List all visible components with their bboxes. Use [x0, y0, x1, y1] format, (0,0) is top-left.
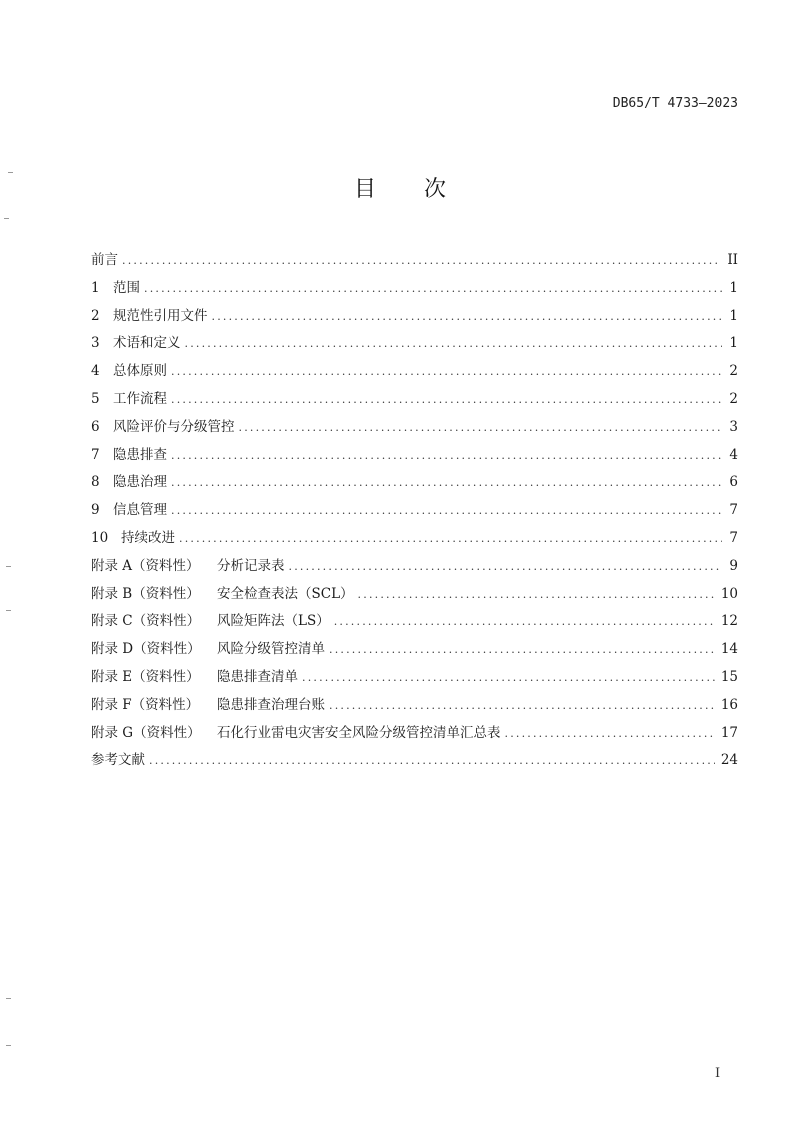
toc-label: 隐患排查治理台账: [217, 696, 325, 713]
toc-entry[interactable]: [91, 526, 738, 554]
toc-number: 4: [91, 363, 100, 380]
dot-leader: [171, 393, 722, 406]
toc-page: 4: [729, 446, 738, 463]
toc-label: 参考文献: [91, 752, 145, 769]
appendix-id: 附录 B（资料性）: [91, 585, 200, 602]
toc-page: 14: [720, 641, 738, 658]
scan-mark: [6, 998, 11, 999]
toc-page: 7: [729, 502, 738, 519]
dot-leader: [144, 282, 722, 295]
toc-entry[interactable]: [91, 304, 738, 332]
toc-label: 总体原则: [113, 363, 167, 380]
toc-label: 规范性引用文件: [113, 307, 208, 324]
toc-label: 信息管理: [113, 502, 167, 519]
dot-leader: [149, 754, 715, 767]
toc-number: 8: [91, 474, 100, 491]
title-char-1: 目: [353, 177, 376, 202]
dot-leader: [329, 699, 715, 712]
toc-page: 17: [720, 724, 738, 741]
toc-entry[interactable]: [91, 359, 738, 387]
toc-entry-foreword[interactable]: [91, 248, 738, 276]
toc-label: 风险评价与分级管控: [113, 418, 235, 435]
document-code: DB65/T 4733—2023: [612, 96, 738, 111]
toc-page: 1: [729, 307, 738, 324]
toc-label: 安全检查表法（SCL）: [217, 585, 354, 602]
toc-number: 7: [91, 446, 100, 463]
toc-appendix-entry[interactable]: [91, 637, 738, 665]
toc-number: 6: [91, 418, 100, 435]
toc-appendix-entry[interactable]: [91, 721, 738, 749]
appendix-id: 附录 C（资料性）: [91, 613, 201, 630]
toc-entry[interactable]: [91, 415, 738, 443]
toc-label: 术语和定义: [113, 335, 181, 352]
toc-page: 1: [729, 279, 738, 296]
toc-page: 9: [729, 557, 738, 574]
toc-label: 分析记录表: [217, 557, 285, 574]
scan-mark: [6, 566, 11, 567]
dot-leader: [179, 532, 722, 545]
toc-page: 15: [720, 668, 738, 685]
toc-page: 1: [729, 335, 738, 352]
appendix-id: 附录 F（资料性）: [91, 696, 200, 713]
toc-entry[interactable]: [91, 276, 738, 304]
toc-label: 前言: [91, 252, 118, 268]
toc-entry[interactable]: [91, 470, 738, 498]
toc-label: 工作流程: [113, 390, 167, 407]
toc-label: 隐患排查: [113, 446, 167, 463]
toc-number: 9: [91, 502, 100, 519]
toc-entry-references[interactable]: [91, 748, 738, 776]
dot-leader: [334, 615, 715, 628]
appendix-id: 附录 G（资料性）: [91, 724, 201, 741]
dot-leader: [212, 310, 723, 323]
toc-number: 2: [91, 307, 100, 324]
toc-page: 2: [729, 390, 738, 407]
toc-page: 2: [729, 363, 738, 380]
dot-leader: [505, 727, 715, 740]
toc-label: 范围: [113, 279, 140, 296]
toc-label: 风险矩阵法（LS）: [217, 613, 330, 630]
title-char-2: 次: [424, 177, 447, 202]
toc-number: 3: [91, 335, 100, 352]
appendix-id: 附录 E（资料性）: [91, 668, 200, 685]
appendix-id: 附录 D（资料性）: [91, 641, 201, 658]
appendix-id: 附录 A（资料性）: [91, 557, 200, 574]
dot-leader: [171, 449, 722, 462]
toc-page: 7: [729, 529, 738, 546]
toc-appendix-entry[interactable]: [91, 693, 738, 721]
toc-page: 3: [729, 418, 738, 435]
toc-number: 1: [91, 279, 100, 296]
toc-number: 5: [91, 390, 100, 407]
toc-entry[interactable]: [91, 498, 738, 526]
toc-label: 隐患治理: [113, 474, 167, 491]
toc-label: 石化行业雷电灾害安全风险分级管控清单汇总表: [217, 724, 501, 741]
toc-appendix-entry[interactable]: [91, 582, 738, 610]
dot-leader: [171, 365, 722, 378]
toc-appendix-entry[interactable]: [91, 554, 738, 582]
toc-page: 16: [720, 696, 738, 713]
page-title: [0, 172, 800, 203]
toc-page: 12: [720, 613, 738, 630]
table-of-contents: [91, 248, 738, 776]
toc-page: II: [727, 252, 738, 268]
dot-leader: [289, 560, 723, 573]
dot-leader: [185, 337, 723, 350]
scan-mark: [6, 610, 11, 611]
dot-leader: [171, 504, 722, 517]
toc-label: 风险分级管控清单: [217, 641, 325, 658]
dot-leader: [302, 671, 715, 684]
dot-leader: [171, 476, 722, 489]
toc-appendix-entry[interactable]: [91, 665, 738, 693]
toc-number: 10: [91, 529, 109, 546]
page-number: I: [715, 1066, 721, 1081]
dot-leader: [122, 254, 721, 267]
toc-page: 6: [729, 474, 738, 491]
dot-leader: [329, 643, 715, 656]
dot-leader: [358, 588, 715, 601]
toc-entry[interactable]: [91, 387, 738, 415]
scan-mark: [8, 172, 13, 173]
toc-label: 持续改进: [121, 529, 175, 546]
toc-page: 24: [720, 752, 738, 769]
toc-entry[interactable]: [91, 331, 738, 359]
scan-mark: [4, 218, 9, 219]
toc-label: 隐患排查清单: [217, 668, 298, 685]
scan-mark: [6, 1045, 11, 1046]
dot-leader: [239, 421, 723, 434]
toc-page: 10: [720, 585, 738, 602]
toc-entry[interactable]: [91, 443, 738, 471]
toc-appendix-entry[interactable]: [91, 609, 738, 637]
